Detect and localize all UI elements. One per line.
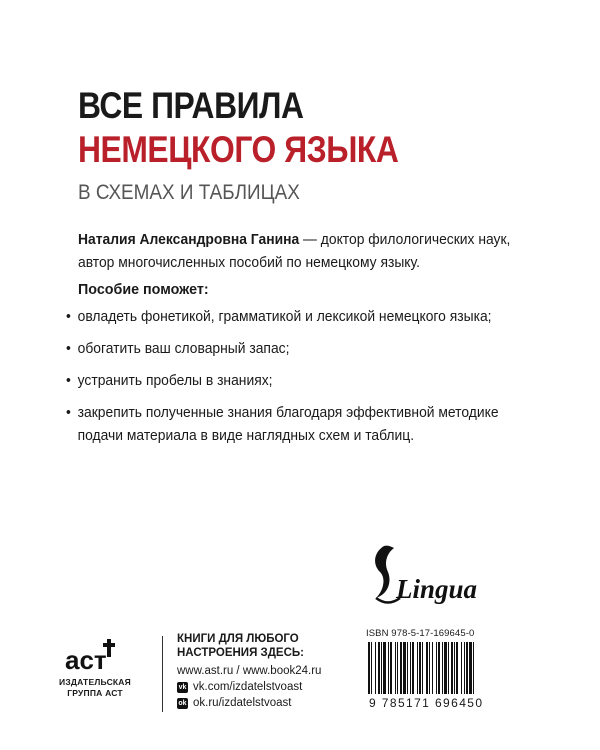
barcode-bar (473, 642, 474, 694)
barcode-bar (422, 642, 423, 694)
vk-icon: vk (178, 683, 187, 691)
publisher-logo (50, 637, 140, 699)
barcode-bar (397, 642, 398, 694)
list-item (66, 402, 532, 448)
barcode-bar (451, 642, 453, 694)
barcode-bar (371, 642, 372, 694)
title-block (78, 84, 451, 206)
list-item-text: устранить пробелы в знаниях; (77, 373, 273, 389)
lingua-logo (366, 538, 496, 618)
isbn-label: ISBN 978-5-17-169645-0 (366, 628, 475, 639)
barcode-bar (429, 642, 430, 694)
author-bio: — доктор филологических наук, автор многочисленных пособий по немецкому языку. (78, 232, 511, 271)
benefits-list (66, 306, 546, 457)
barcode-bar (469, 642, 472, 694)
barcode-digits: 9 785171 696450 (369, 696, 484, 710)
publisher-caption-2: ГРУППА АСТ (67, 688, 123, 698)
ast-logo-icon (63, 637, 127, 677)
barcode-bar (410, 642, 411, 694)
barcode (366, 642, 514, 702)
title-line-2: НЕМЕЦКОГО ЯЗЫКА (78, 129, 399, 170)
barcode-bar (438, 642, 440, 694)
barcode-bar (378, 642, 380, 694)
promo-heading-2: НАСТРОЕНИЯ ЗДЕСЬ: (177, 647, 304, 659)
barcode-bar (432, 642, 433, 694)
promo-block (177, 632, 321, 711)
barcode-bar (448, 642, 449, 694)
svg-text:аст: аст (65, 645, 107, 675)
bullet-icon: • (66, 373, 71, 389)
divider (162, 636, 163, 712)
promo-sites-link[interactable]: www.ast.ru / www.book24.ru (177, 665, 322, 677)
barcode-bar (383, 642, 386, 694)
barcode-bar (454, 642, 455, 694)
barcode-bar (403, 642, 406, 694)
barcode-bar (381, 642, 382, 694)
list-item (66, 306, 532, 329)
bullet-icon: • (66, 309, 71, 325)
barcode-bar (375, 642, 376, 694)
barcode-bar (442, 642, 443, 694)
barcode-bar (400, 642, 402, 694)
author-description (78, 229, 534, 275)
barcode-bar (388, 642, 389, 694)
publisher-caption-1: ИЗДАТЕЛЬСКАЯ (59, 677, 131, 687)
barcode-bar (417, 642, 418, 694)
bullet-icon: • (66, 405, 71, 421)
barcode-bar (368, 642, 370, 694)
barcode-bar (395, 642, 396, 694)
barcode-bar (412, 642, 414, 694)
help-heading: Пособие поможет: (78, 282, 209, 298)
list-item (66, 370, 532, 393)
list-item-text: овладеть фонетикой, грамматикой и лексикой немецкого языка; (77, 309, 492, 325)
barcode-bar (426, 642, 428, 694)
ok-link[interactable]: ok.ru/izdatelstvoast (193, 697, 292, 709)
barcode-bar (436, 642, 437, 694)
ok-icon: ok (178, 699, 187, 707)
svg-text:Lingua: Lingua (396, 574, 478, 604)
list-item-text: закрепить полученные знания благодаря эффективной методике подачи материала в виде наглядных схем и таблиц. (77, 405, 499, 444)
subtitle: В СХЕМАХ И ТАБЛИЦАХ (78, 181, 300, 204)
bullet-icon: • (66, 341, 71, 357)
title-line-1: ВСЕ ПРАВИЛА (78, 85, 304, 126)
barcode-bar (419, 642, 421, 694)
barcode-bar (407, 642, 408, 694)
promo-heading-1: КНИГИ ДЛЯ ЛЮБОГО (177, 633, 299, 645)
list-item-text: обогатить ваш словарный запас; (77, 341, 290, 357)
barcode-bar (461, 642, 462, 694)
barcode-bar (466, 642, 468, 694)
barcode-bar (464, 642, 465, 694)
author-name: Наталия Александровна Ганина (78, 232, 300, 248)
barcode-bar (444, 642, 447, 694)
barcode-bar (456, 642, 458, 694)
vk-link[interactable]: vk.com/izdatelstvoast (193, 681, 303, 693)
barcode-bar (390, 642, 392, 694)
list-item (66, 338, 532, 361)
